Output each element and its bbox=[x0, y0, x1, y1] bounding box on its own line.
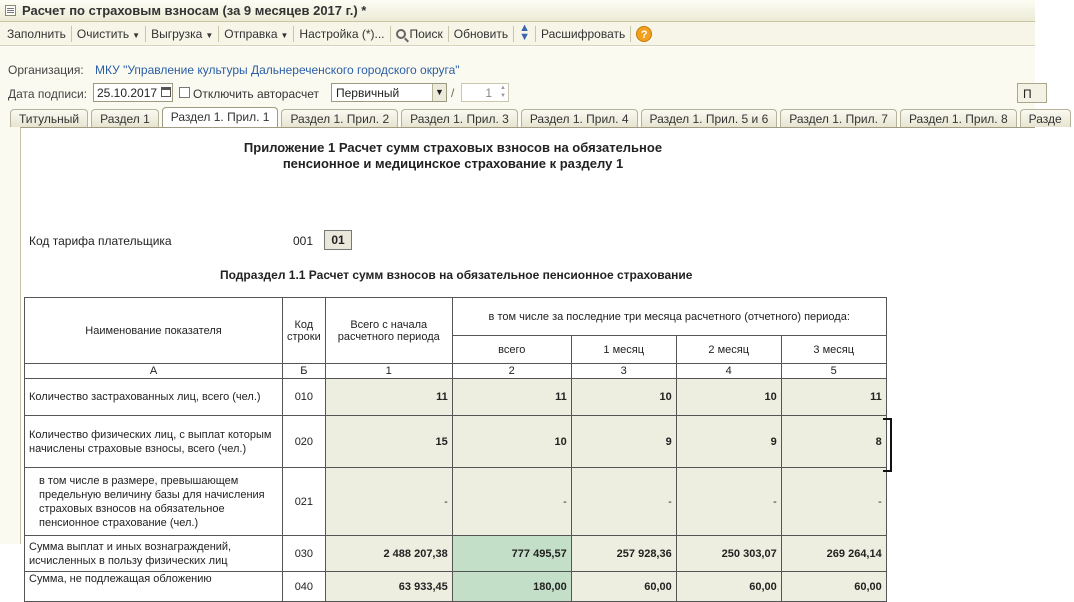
decode-label: Расшифровать bbox=[541, 26, 626, 41]
cell-month-3[interactable]: 8 bbox=[781, 416, 886, 468]
signature-date-label: Дата подписи: bbox=[8, 87, 88, 101]
cell-month-1[interactable]: - bbox=[571, 468, 676, 536]
spinner-icon[interactable]: ▲ ▼ bbox=[500, 85, 506, 99]
column-index: 2 bbox=[452, 364, 571, 379]
send-menu-button[interactable] bbox=[221, 27, 291, 41]
settings-label: Настройка (*)... bbox=[299, 26, 385, 41]
chevron-down-icon: ▼ bbox=[132, 30, 141, 40]
separator-slash: / bbox=[451, 86, 455, 100]
cell-month-2[interactable]: 60,00 bbox=[676, 572, 781, 602]
chevron-down-icon: ▼ bbox=[205, 30, 214, 40]
chevron-down-icon: ▼ bbox=[280, 30, 289, 40]
cell-month-3[interactable]: 60,00 bbox=[781, 572, 886, 602]
row-code: 010 bbox=[283, 379, 326, 416]
cell-total[interactable]: 11 bbox=[325, 379, 452, 416]
cell-month-1[interactable]: 10 bbox=[571, 379, 676, 416]
column-index: 1 bbox=[325, 364, 452, 379]
column-index-row bbox=[25, 364, 887, 379]
toolbar-separator bbox=[218, 26, 219, 42]
tab-section-1-app-1[interactable]: Раздел 1. Прил. 1 bbox=[162, 107, 279, 127]
print-button[interactable]: П bbox=[1017, 83, 1047, 103]
column-index: 5 bbox=[781, 364, 886, 379]
tariff-code-label: Код тарифа плательщика bbox=[29, 234, 172, 248]
fill-button[interactable] bbox=[4, 27, 69, 41]
toolbar-separator bbox=[513, 26, 514, 42]
form-area bbox=[0, 47, 1062, 593]
tab-content bbox=[20, 127, 1035, 593]
toolbar-separator bbox=[71, 26, 72, 42]
table-row bbox=[25, 572, 887, 602]
tab-title-page[interactable]: Титульный bbox=[10, 109, 88, 127]
disable-autocalc-label: Отключить авторасчет bbox=[193, 87, 320, 101]
column-index: Б bbox=[283, 364, 326, 379]
clear-menu-button[interactable] bbox=[74, 27, 143, 41]
page-title bbox=[238, 140, 668, 172]
cell-month-3[interactable]: - bbox=[781, 468, 886, 536]
toolbar bbox=[0, 22, 1035, 46]
tab-section-1-app-8[interactable]: Раздел 1. Прил. 8 bbox=[900, 109, 1017, 127]
cell-all[interactable]: 10 bbox=[452, 416, 571, 468]
window-title: Расчет по страховым взносам (за 9 месяцев 2017 г.) * bbox=[22, 3, 367, 18]
signature-date-input[interactable]: 25.10.2017 bbox=[93, 83, 173, 102]
toolbar-separator bbox=[535, 26, 536, 42]
report-type-select[interactable]: Первичный bbox=[331, 83, 447, 102]
column-index: А bbox=[25, 364, 283, 379]
table-row bbox=[25, 379, 887, 416]
search-icon bbox=[396, 29, 406, 39]
tariff-line-code: 001 bbox=[293, 234, 314, 248]
header-code: Код строки bbox=[283, 298, 326, 364]
header-month-1: 1 месяц bbox=[571, 336, 676, 364]
cell-all[interactable]: 180,00 bbox=[452, 572, 571, 602]
section-tabs bbox=[10, 107, 1074, 127]
tab-section-next[interactable]: Разде bbox=[1020, 109, 1071, 127]
correction-number-input[interactable]: 1 bbox=[461, 83, 509, 102]
organization-link[interactable]: МКУ "Управление культуры Дальнереченского городского округа" bbox=[95, 63, 460, 77]
cell-month-3[interactable]: 11 bbox=[781, 379, 886, 416]
table-row bbox=[25, 468, 887, 536]
disable-autocalc-checkbox[interactable] bbox=[179, 87, 190, 98]
toolbar-separator bbox=[293, 26, 294, 42]
decode-button[interactable] bbox=[538, 27, 628, 41]
calendar-icon[interactable] bbox=[161, 87, 171, 97]
refresh-label: Обновить bbox=[453, 26, 509, 41]
toolbar-separator bbox=[630, 26, 631, 42]
header-month-2: 2 месяц bbox=[676, 336, 781, 364]
header-all: всего bbox=[452, 336, 571, 364]
header-total: Всего с начала расчетного периода bbox=[325, 298, 452, 364]
document-icon bbox=[5, 5, 16, 16]
cell-total[interactable]: 15 bbox=[325, 416, 452, 468]
tab-section-1[interactable]: Раздел 1 bbox=[91, 109, 159, 127]
cell-month-1[interactable]: 257 928,36 bbox=[571, 536, 676, 572]
table-row bbox=[25, 536, 887, 572]
row-name: Сумма выплат и иных вознаграждений, исчисленных в пользу физических лиц bbox=[25, 536, 283, 572]
cell-total[interactable]: 2 488 207,38 bbox=[325, 536, 452, 572]
row-code: 030 bbox=[283, 536, 326, 572]
export-menu-button[interactable] bbox=[148, 27, 216, 41]
export-label: Выгрузка bbox=[151, 26, 203, 41]
tab-section-1-app-3[interactable]: Раздел 1. Прил. 3 bbox=[401, 109, 518, 127]
search-label: Поиск bbox=[409, 26, 443, 41]
tab-section-1-app-5-6[interactable]: Раздел 1. Прил. 5 и 6 bbox=[641, 109, 778, 127]
tab-section-1-app-4[interactable]: Раздел 1. Прил. 4 bbox=[521, 109, 638, 127]
header-name: Наименование показателя bbox=[25, 298, 283, 364]
window-titlebar bbox=[0, 0, 1035, 22]
help-button[interactable] bbox=[633, 26, 655, 42]
toolbar-separator bbox=[448, 26, 449, 42]
tariff-code-field[interactable]: 01 bbox=[324, 230, 352, 250]
cell-all[interactable]: 11 bbox=[452, 379, 571, 416]
indicators-table bbox=[24, 297, 887, 602]
row-name: в том числе в размере, превышающем предельную величину базы для начисления страховых взносов на обязательное пенсионное страхование (чел.) bbox=[25, 468, 283, 536]
cell-month-2[interactable]: 9 bbox=[676, 416, 781, 468]
help-icon: ? bbox=[636, 26, 652, 42]
cell-month-1[interactable]: 9 bbox=[571, 416, 676, 468]
page-title-line-1: Приложение 1 Расчет сумм страховых взносов на обязательное bbox=[243, 140, 663, 155]
sort-button[interactable] bbox=[516, 24, 533, 43]
row-code: 020 bbox=[283, 416, 326, 468]
row-code: 021 bbox=[283, 468, 326, 536]
toolbar-separator bbox=[145, 26, 146, 42]
chevron-down-icon[interactable]: ▼ bbox=[432, 84, 446, 101]
search-button[interactable] bbox=[393, 27, 446, 41]
subsection-title: Подраздел 1.1 Расчет сумм взносов на обязательное пенсионное страхование bbox=[220, 268, 693, 282]
cell-month-2[interactable]: 250 303,07 bbox=[676, 536, 781, 572]
header-month-3: 3 месяц bbox=[781, 336, 886, 364]
tab-section-1-app-2[interactable]: Раздел 1. Прил. 2 bbox=[281, 109, 398, 127]
cell-total[interactable]: - bbox=[325, 468, 452, 536]
page-title-line-2: пенсионное и медицинское страхование к разделу 1 bbox=[282, 156, 624, 171]
send-label: Отправка bbox=[224, 26, 278, 41]
cell-all[interactable]: - bbox=[452, 468, 571, 536]
table-row bbox=[25, 416, 887, 468]
cell-month-3[interactable]: 269 264,14 bbox=[781, 536, 886, 572]
settings-button[interactable] bbox=[296, 27, 387, 41]
tab-section-1-app-7[interactable]: Раздел 1. Прил. 7 bbox=[780, 109, 897, 127]
cell-total[interactable]: 63 933,45 bbox=[325, 572, 452, 602]
header-last-three-months: в том числе за последние три месяца расчетного (отчетного) периода: bbox=[452, 298, 886, 336]
cell-month-2[interactable]: 10 bbox=[676, 379, 781, 416]
column-index: 4 bbox=[676, 364, 781, 379]
cell-month-1[interactable]: 60,00 bbox=[571, 572, 676, 602]
clear-label: Очистить bbox=[76, 26, 130, 41]
organization-label: Организация: bbox=[8, 63, 84, 77]
sort-arrows-icon: ▲ ▼ bbox=[519, 22, 530, 43]
cell-all[interactable]: 777 495,57 bbox=[452, 536, 571, 572]
row-name: Количество застрахованных лиц, всего (чел.) bbox=[25, 379, 283, 416]
fill-label: Заполнить bbox=[7, 26, 66, 41]
column-index: 3 bbox=[571, 364, 676, 379]
row-name: Количество физических лиц, с выплат которым начислены страховые взносы, всего (чел.) bbox=[25, 416, 283, 468]
row-name: Сумма, не подлежащая обложению bbox=[25, 572, 283, 602]
cell-month-2[interactable]: - bbox=[676, 468, 781, 536]
row-code: 040 bbox=[283, 572, 326, 602]
active-cell-frame bbox=[883, 418, 892, 472]
toolbar-separator bbox=[390, 26, 391, 42]
refresh-button[interactable] bbox=[451, 27, 511, 41]
